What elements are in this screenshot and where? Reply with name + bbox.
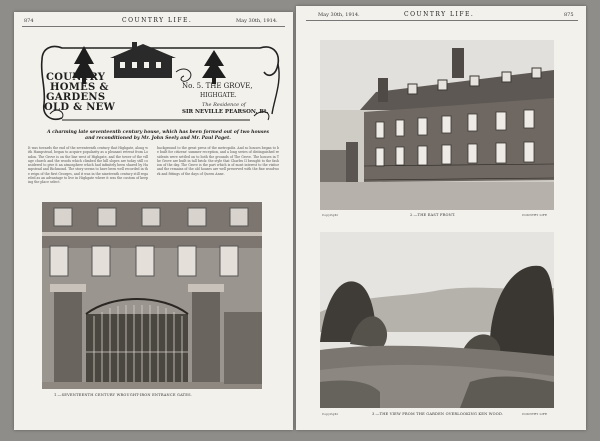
masthead-line-old-new: OLD & NEW <box>44 102 116 113</box>
article-number: No. 5. THE GROVE, <box>182 82 253 90</box>
article-place: HIGHGATE. <box>200 92 237 99</box>
entrance-gates-image <box>42 202 262 389</box>
running-date-left: May 30th, 1914. <box>236 18 278 24</box>
credit-left-east-front: Copyright <box>322 213 338 217</box>
left-page <box>14 12 293 430</box>
residence-label: The Residence of <box>202 102 246 108</box>
masthead-line-country: COUNTRY <box>46 72 106 83</box>
credit-left-garden-view: Copyright <box>322 412 338 416</box>
east-front-image <box>320 40 554 210</box>
photo-entrance-gates <box>42 202 262 389</box>
body-column-1: It was towards the end of the seventeenth century that Highgate, along with Hampstead, began to acquire popularity as a pleasant retreat from London. The Grove is on the line west of Highgate, and the tower of the village church and the woods which climbed the hill slopes are today still considered to give it an atmosphere which had infinitely been shared by Hampstead and Richmond. The story seems to have been well recorded in the reign of the first Georges, and it was in the nineteenth century still regarded as an advantage to live in Highgate where it was the custom of keeping the place select. <box>28 146 148 185</box>
page-number-right: 875 <box>564 12 574 18</box>
article-intro: A charming late seventeenth century house, which has been formed out of two houses and reconditioned by Mr. John Seely and Mr. Paul Paget. <box>47 130 269 141</box>
header-rule-left <box>22 26 285 27</box>
running-date-right: May 30th, 1914. <box>318 12 360 18</box>
header-rule-right <box>306 20 578 21</box>
running-title-right: COUNTRY LIFE. <box>404 11 475 18</box>
page-number-left: 874 <box>24 18 34 24</box>
residence-owner: SIR NEVILLE PEARSON, Bt. <box>182 109 269 115</box>
garden-view-image <box>320 232 554 408</box>
photo-garden-view <box>320 232 554 408</box>
credit-right-garden-view: COUNTRY LIFE <box>522 412 548 416</box>
masthead-line-gardens: GARDENS <box>46 92 106 103</box>
photo-east-front <box>320 40 554 210</box>
caption-entrance-gates: 1.—SEVENTEENTH CENTURY WROUGHT-IRON ENTRANCE GATES. <box>54 393 192 397</box>
caption-east-front: 2.—THE EAST FRONT. <box>410 213 456 217</box>
right-page <box>296 6 586 430</box>
credit-right-east-front: COUNTRY LIFE <box>522 213 548 217</box>
body-column-2: background to the great press of the metropolis. And so houses began to be built for citizens' summer reception, and a long series of distinguished residents were settled on to both the grounds of The Grove. The houses in The Grove are built in tall brick: the style that Charles II brought to the fashion of the day. The Grove is the part which is of most interest to the visitor and the remains of the old houses are well preserved with the fine woodwork and fittings of the days of Queen Anne. <box>157 146 279 176</box>
masthead <box>36 42 284 124</box>
running-title-left: COUNTRY LIFE. <box>122 17 193 24</box>
caption-garden-view: 3.—THE VIEW FROM THE GARDEN OVERLOOKING KEN WOOD. <box>372 412 504 416</box>
masthead-line-homes: HOMES & <box>50 82 109 93</box>
